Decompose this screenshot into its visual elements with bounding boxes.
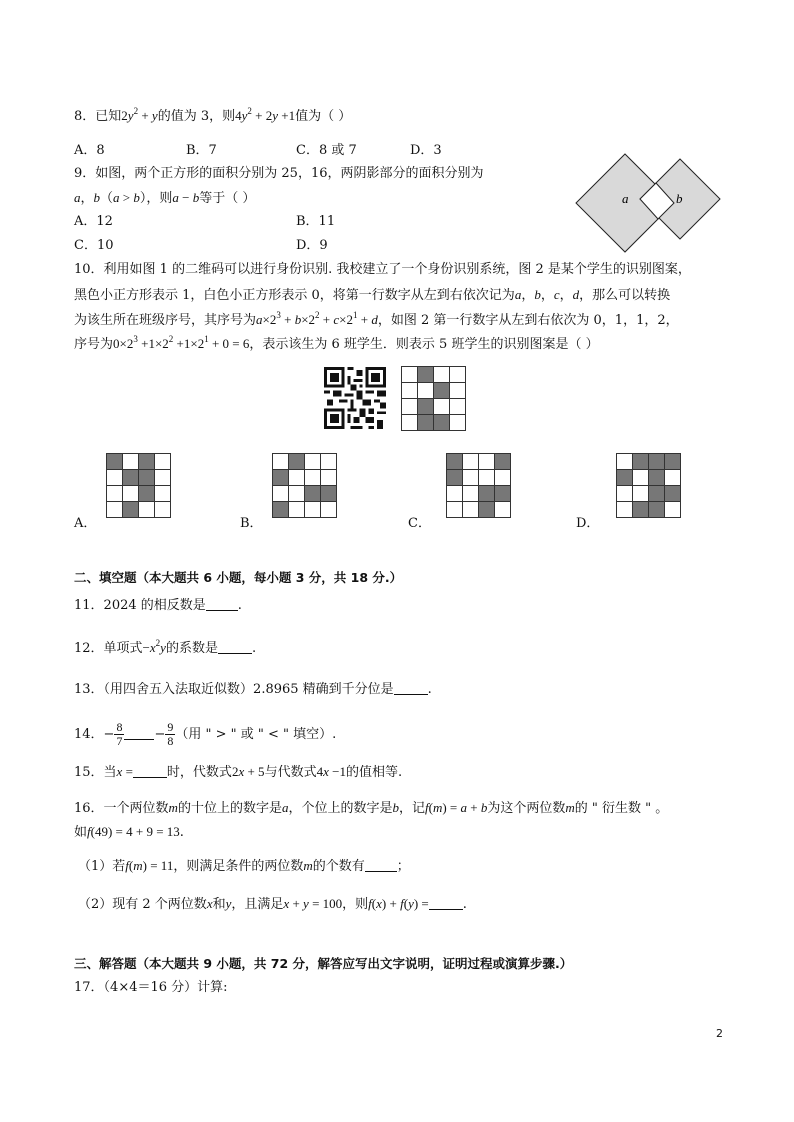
- grid-cell-r3-c1: [418, 415, 434, 431]
- section-3-heading: 三、解答题（本大题共 9 小题，共 72 分，解答应写出文字说明，证明过程或演算步骤.）: [74, 956, 573, 971]
- question-13: 13．（用四舍五入法取近似数）2.8965 精确到千分位是 .: [74, 682, 432, 697]
- grid-cell-r1-c0: [273, 470, 289, 486]
- section-2-heading: 二、填空题（本大题共 6 小题，每小题 3 分，共 18 分.）: [74, 570, 403, 585]
- q8-expr1: $2y^2 + y$: [121, 105, 158, 123]
- grid-cell-r2-c1: [463, 486, 479, 502]
- grid-cell-r1-c1: [633, 470, 649, 486]
- q10-line1: 10．利用如图 1 的二维码可以进行身份识别. 我校建立了一个身份识别系统，图 2 是某个学生的识别图案，: [74, 262, 691, 277]
- q8-option-c: C．8 或 7: [296, 143, 357, 158]
- grid-cell-r1-c3: [665, 470, 681, 486]
- grid-cell-r0-c2: [479, 454, 495, 470]
- q10-option-d-label: D．: [576, 516, 600, 531]
- grid-cell-r0-c3: [665, 454, 681, 470]
- id-pattern-figure-2: [401, 366, 466, 431]
- q10-line4: 序号为$0\times 2^3 +1\times 2^2 +1\times 2^1 + 0 = 6$，表示该生为 6 班学生．则表示 5 班学生的识别图案是（ ）: [74, 333, 599, 352]
- grid-cell-r0-c2: [649, 454, 665, 470]
- grid-cell-r1-c1: [418, 383, 434, 399]
- q8-expr2: $4y^2 + 2y +1$: [235, 105, 296, 123]
- grid-cell-r2-c0: [273, 486, 289, 502]
- q8-text: 8．已知: [74, 109, 122, 124]
- q9-option-b: B．11: [296, 214, 336, 229]
- grid-cell-r1-c1: [123, 470, 139, 486]
- grid-cell-r2-c3: [155, 486, 171, 502]
- q10-line3: 为该生所在班级序号，其序号为$a\times 2^3 + b\times 2^2 + c\times 2^1 + d$，如图 2 第一行数字从左到右依次为 0，1，1，2，: [74, 309, 679, 328]
- question-12: 12．单项式$-x^2y$的系数是 .: [74, 637, 257, 656]
- q9-option-a: A．12: [74, 214, 113, 229]
- grid-cell-r3-c0: [273, 502, 289, 518]
- grid-cell-r1-c2: [434, 383, 450, 399]
- grid-cell-r0-c1: [289, 454, 305, 470]
- q9-option-d: D．9: [296, 238, 328, 253]
- grid-cell-r2-c0: [617, 486, 633, 502]
- grid-cell-r2-c0: [107, 486, 123, 502]
- grid-cell-r2-c3: [665, 486, 681, 502]
- q8-option-b: B．7: [186, 143, 217, 158]
- grid-cell-r1-c0: [447, 470, 463, 486]
- grid-cell-r3-c2: [434, 415, 450, 431]
- grid-cell-r1-c0: [402, 383, 418, 399]
- grid-cell-r1-c3: [321, 470, 337, 486]
- grid-cell-r3-c1: [633, 502, 649, 518]
- question-16-line1: 16．一个两位数m的十位上的数字是a，个位上的数字是b，记f(m) = a + b为这个两位数m的 " 衍生数 " 。: [74, 800, 669, 816]
- grid-cell-r3-c3: [155, 502, 171, 518]
- question-14: 14．− $\frac{8}{7}$ − $\frac{9}{8}$ （用 " > " 或 " < " 填空）.: [74, 720, 337, 748]
- grid-cell-r3-c3: [450, 415, 466, 431]
- grid-cell-r2-c1: [418, 399, 434, 415]
- grid-cell-r3-c0: [402, 415, 418, 431]
- grid-cell-r3-c0: [617, 502, 633, 518]
- grid-cell-r1-c0: [107, 470, 123, 486]
- grid-cell-r3-c3: [321, 502, 337, 518]
- grid-cell-r1-c0: [617, 470, 633, 486]
- q8-option-d: D．3: [410, 143, 442, 158]
- grid-cell-r3-c3: [665, 502, 681, 518]
- grid-cell-r3-c0: [447, 502, 463, 518]
- grid-cell-r3-c0: [107, 502, 123, 518]
- grid-cell-r0-c3: [155, 454, 171, 470]
- question-11: 11．2024 的相反数是 .: [74, 598, 242, 613]
- grid-cell-r0-c1: [123, 454, 139, 470]
- grid-cell-r0-c1: [418, 367, 434, 383]
- grid-cell-r3-c2: [139, 502, 155, 518]
- grid-cell-r1-c2: [139, 470, 155, 486]
- q10-option-c-label: C．: [408, 516, 431, 531]
- q9-option-c: C．10: [74, 238, 114, 253]
- question-8: [74, 105, 352, 125]
- grid-cell-r0-c1: [633, 454, 649, 470]
- q9-line1: 9．如图，两个正方形的面积分别为 25，16，两阴影部分的面积分别为: [74, 166, 484, 181]
- grid-cell-r3-c2: [305, 502, 321, 518]
- q8-option-a: A．8: [74, 143, 105, 158]
- question-16-part1: （1）若f(m) = 11，则满足条件的两位数m的个数有 ；: [78, 858, 410, 874]
- grid-cell-r0-c0: [107, 454, 123, 470]
- grid-cell-r2-c3: [450, 399, 466, 415]
- q10-line2: 黑色小正方形表示 1，白色小正方形表示 0，将第一行数字从左到右依次记为a，b，c，d，那么可以转换: [74, 287, 671, 303]
- grid-cell-r0-c0: [617, 454, 633, 470]
- q9-line2: a，b（a > b），则a − b等于（ ）: [74, 190, 256, 206]
- grid-cell-r2-c2: [479, 486, 495, 502]
- grid-cell-r1-c2: [305, 470, 321, 486]
- grid-cell-r2-c2: [305, 486, 321, 502]
- grid-cell-r2-c1: [289, 486, 305, 502]
- grid-cell-r0-c0: [447, 454, 463, 470]
- grid-cell-r2-c3: [495, 486, 511, 502]
- two-squares-figure: [572, 150, 722, 254]
- grid-cell-r2-c0: [402, 399, 418, 415]
- grid-cell-r1-c3: [495, 470, 511, 486]
- grid-cell-r1-c3: [155, 470, 171, 486]
- question-17: 17．（4×4＝16 分）计算:: [74, 980, 228, 995]
- grid-cell-r3-c2: [479, 502, 495, 518]
- grid-cell-r2-c3: [321, 486, 337, 502]
- grid-cell-r0-c3: [450, 367, 466, 383]
- grid-cell-r2-c2: [139, 486, 155, 502]
- question-16-line2: 如f(49) = 4 + 9 = 13.: [74, 824, 184, 840]
- page-number: 2: [716, 1027, 723, 1040]
- q8-text-end: 值为（ ）: [295, 109, 352, 124]
- qr-code-figure-1: [324, 367, 386, 429]
- grid-cell-r2-c2: [434, 399, 450, 415]
- grid-cell-r2-c1: [123, 486, 139, 502]
- option-c-pattern: [446, 453, 511, 518]
- grid-cell-r0-c2: [305, 454, 321, 470]
- grid-cell-r3-c1: [463, 502, 479, 518]
- grid-cell-r1-c2: [649, 470, 665, 486]
- grid-cell-r0-c0: [402, 367, 418, 383]
- q10-option-a-label: A．: [74, 516, 97, 531]
- grid-cell-r2-c2: [649, 486, 665, 502]
- label-a: a: [622, 191, 629, 206]
- grid-cell-r2-c0: [447, 486, 463, 502]
- option-b-pattern: [272, 453, 337, 518]
- grid-cell-r3-c2: [649, 502, 665, 518]
- grid-cell-r3-c1: [123, 502, 139, 518]
- grid-cell-r1-c1: [463, 470, 479, 486]
- grid-cell-r0-c1: [463, 454, 479, 470]
- question-16-part2: （2）现有 2 个两位数x和y，且满足x + y = 100，则f(x) + f(y) = .: [78, 896, 467, 912]
- grid-cell-r0-c0: [273, 454, 289, 470]
- grid-cell-r1-c1: [289, 470, 305, 486]
- grid-cell-r1-c3: [450, 383, 466, 399]
- grid-cell-r0-c3: [495, 454, 511, 470]
- option-a-pattern: [106, 453, 171, 518]
- grid-cell-r1-c2: [479, 470, 495, 486]
- question-15: 15．当x = 时，代数式2x + 5与代数式4x −1的值相等.: [74, 764, 403, 780]
- option-d-pattern: [616, 453, 681, 518]
- grid-cell-r2-c1: [633, 486, 649, 502]
- q10-option-b-label: B．: [240, 516, 263, 531]
- grid-cell-r3-c1: [289, 502, 305, 518]
- grid-cell-r0-c3: [321, 454, 337, 470]
- grid-cell-r0-c2: [139, 454, 155, 470]
- label-b: b: [676, 191, 683, 206]
- q8-text-mid: 的值为 3，则: [157, 109, 236, 124]
- grid-cell-r0-c2: [434, 367, 450, 383]
- grid-cell-r3-c3: [495, 502, 511, 518]
